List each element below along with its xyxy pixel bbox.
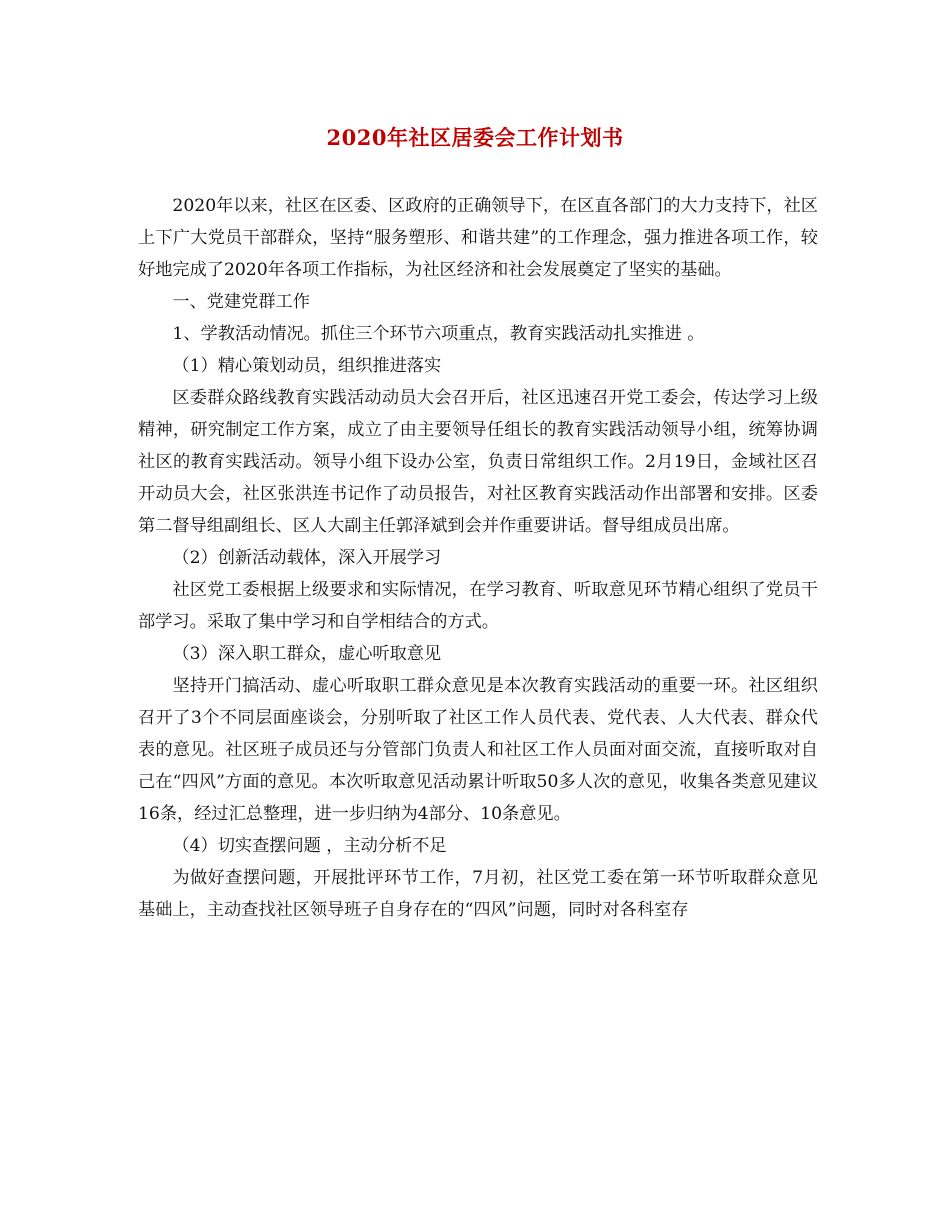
item-heading-3: （3）深入职工群众，虚心听取意见 (172, 644, 442, 664)
item-heading-4: （4）切实查摆问题 ，主动分析不足 (172, 836, 447, 856)
section-heading-party-building: 一、党建党群工作 (172, 292, 310, 312)
intro-paragraph: 2020年以来，社区在区委、区政府的正确领导下，在区直各部门的大力支持下，社区上下广大党员干部群众，坚持“服务塑形、和谐共建”的工作理念，强力推进各项工作，较好地完成了2020年各项工作指标，为社区经济和社会发展奠定了坚实的基础。 (138, 196, 818, 280)
item-paragraph-4: 为做好查摆问题，开展批评环节工作，7月初，社区党工委在第一环节听取群众意见基础上，主动查找社区领导班子自身存在的“四风”问题，同时对各科室存 (138, 868, 818, 920)
document-title: 2020年社区居委会工作计划书 (326, 125, 624, 150)
subsection-heading-study-activities: 1、学教活动情况。抓住三个环节六项重点，教育实践活动扎实推进 。 (172, 324, 705, 344)
document-body (138, 190, 818, 926)
item-heading-2: （2）创新活动载体，深入开展学习 (172, 548, 442, 568)
item-paragraph-1: 区委群众路线教育实践活动动员大会召开后，社区迅速召开党工委会，传达学习上级精神，研究制定工作方案，成立了由主要领导任组长的教育实践活动领导小组，统筹协调社区的教育实践活动。领导小组下设办公室，负责日常组织工作。2月19日，金域社区召开动员大会，社区张洪连书记作了动员报告，对社区教育实践活动作出部署和安排。区委第二督导组副组长、区人大副主任郭泽斌到会并作重要讲话。督导组成员出席。 (138, 388, 818, 536)
item-paragraph-3: 坚持开门搞活动、虚心听取职工群众意见是本次教育实践活动的重要一环。社区组织召开了3个不同层面座谈会，分别听取了社区工作人员代表、党代表、人大代表、群众代表的意见。社区班子成员还与分管部门负责人和社区工作人员面对面交流，直接听取对自己在“四风”方面的意见。本次听取意见活动累计听取50多人次的意见，收集各类意见建议16条，经过汇总整理，进一步归纳为4部分、10条意见。 (138, 676, 818, 824)
item-heading-1: （1）精心策划动员，组织推进落实 (172, 356, 442, 376)
item-paragraph-2: 社区党工委根据上级要求和实际情况，在学习教育、听取意见环节精心组织了党员干部学习。采取了集中学习和自学相结合的方式。 (138, 580, 818, 632)
